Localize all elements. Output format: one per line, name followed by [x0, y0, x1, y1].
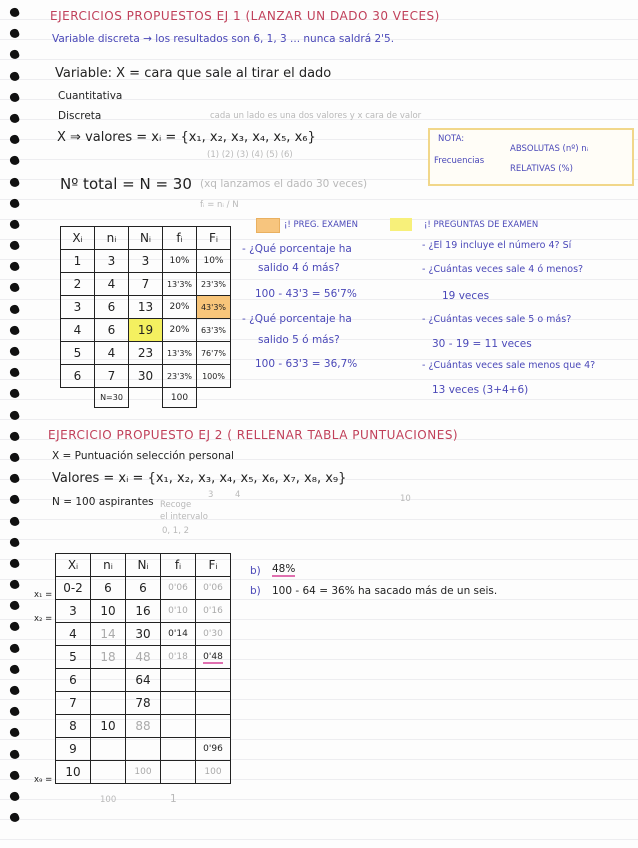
- orange-highlight-swatch: [256, 218, 280, 233]
- header-fi: fᵢ: [161, 554, 196, 577]
- exam-question: - ¿Cuántas veces sale 4 ó menos?: [422, 264, 584, 275]
- faint-note: el intervalo: [160, 512, 208, 522]
- yellow-highlight-swatch: [390, 218, 412, 231]
- faint-note: 0, 1, 2: [162, 526, 190, 536]
- table-row: 3 10 16 0'10 0'16: [56, 600, 231, 623]
- table-row: 3 6 13 20% 43'3%: [61, 296, 231, 319]
- header-xi: Xᵢ: [61, 227, 95, 250]
- footer-total-f: 1: [170, 793, 177, 805]
- exam-question: - ¿Qué porcentaje ha: [242, 313, 352, 325]
- note-frequencies: Frecuencias: [434, 156, 485, 166]
- header-Fi: Fᵢ: [197, 227, 231, 250]
- frequency-table-2: [55, 553, 231, 784]
- table-row: 5 18 48 0'18 0'48: [56, 646, 231, 669]
- exam-answer: 100 - 63'3 = 36,7%: [255, 358, 358, 370]
- variable-definition: Variable: X = cara que sale al tirar el dado: [55, 66, 332, 81]
- exam-questions-heading-1: ¡! PREG. EXAMEN: [284, 220, 358, 230]
- footer-total-n: 100: [100, 795, 117, 805]
- table-row: 7 78: [56, 692, 231, 715]
- note-absolute: ABSOLUTAS (nº) nᵢ: [510, 144, 589, 154]
- note-box: [428, 128, 634, 186]
- exam-question: salido 5 ó más?: [258, 334, 340, 346]
- exam-answer: 13 veces (3+4+6): [432, 384, 529, 396]
- row-label: x₉ =: [34, 775, 53, 785]
- values-subscript: 10: [400, 494, 411, 504]
- answer-a-label: b): [250, 565, 261, 577]
- values-subscripts: (1) (2) (3) (4) (5) (6): [207, 150, 293, 160]
- exam-question: - ¿Qué porcentaje ha: [242, 243, 352, 255]
- header-Ni: Nᵢ: [126, 554, 161, 577]
- header-xi: Xᵢ: [56, 554, 91, 577]
- note-label: NOTA:: [438, 134, 465, 144]
- values-set: X ⇒ valores = xᵢ = {x₁, x₂, x₃, x₄, x₅, x₆}: [57, 130, 316, 145]
- values-subscript: 3: [208, 490, 214, 500]
- table-row: 0-2 6 6 0'06 0'06: [56, 577, 231, 600]
- total-count: Nº total = N = 30: [60, 175, 192, 193]
- exercise1-title: EJERCICIOS PROPUESTOS EJ 1 (LANZAR UN DADO 30 VECES): [50, 9, 440, 23]
- variable-definition-2: X = Puntuación selección personal: [52, 450, 234, 462]
- table-row: 9 0'96: [56, 738, 231, 761]
- header-fi: fᵢ: [163, 227, 197, 250]
- relative-frequency-formula: fᵢ = nᵢ / N: [200, 200, 239, 210]
- header-Fi: Fᵢ: [196, 554, 231, 577]
- note-relative: RELATIVAS (%): [510, 164, 573, 174]
- highlighted-cell: 19: [129, 319, 163, 342]
- exam-answer: 30 - 19 = 11 veces: [432, 338, 532, 350]
- exam-question: - ¿Cuántas veces sale 5 o más?: [422, 314, 572, 325]
- exercise1-subtitle: Variable discreta → los resultados son 6, 1, 3 ... nunca saldrá 2'5.: [52, 33, 395, 45]
- answer-b-value: 100 - 64 = 36% ha sacado más de un seis.: [272, 585, 498, 597]
- footer-total-f: 100: [163, 388, 197, 408]
- faint-note: Recoge: [160, 500, 192, 510]
- faint-note: cada un lado es una dos valores y x cara de valor: [210, 111, 422, 121]
- exercise2-title: EJERCICIO PROPUESTO EJ 2 ( RELLENAR TABLA PUNTUACIONES): [48, 428, 459, 442]
- exam-questions-heading-2: ¡! PREGUNTAS DE EXAMEN: [424, 220, 539, 230]
- underlined-answer: 0'48: [203, 652, 223, 662]
- values-set-2: Valores = xᵢ = {x₁, x₂, x₃, x₄, x₅, x₆, x₇, x₈, x₉}: [52, 471, 347, 486]
- variable-type-discrete: Discreta: [58, 110, 102, 122]
- total-note: (xq lanzamos el dado 30 veces): [200, 178, 368, 190]
- footer-total-n: N=30: [95, 388, 129, 408]
- row-label: x₂ =: [34, 614, 53, 624]
- row-label: x₁ =: [34, 590, 53, 600]
- exam-answer: 19 veces: [442, 290, 490, 302]
- table-row: 1 3 3 10% 10%: [61, 250, 231, 273]
- variable-type-quantitative: Cuantitativa: [58, 90, 123, 102]
- table-row: 8 10 88: [56, 715, 231, 738]
- table-row: 4 6 19 20% 63'3%: [61, 319, 231, 342]
- header-Ni: Nᵢ: [129, 227, 163, 250]
- header-ni: nᵢ: [95, 227, 129, 250]
- n-aspirants: N = 100 aspirantes: [52, 496, 154, 508]
- table-row: 6 7 30 23'3% 100%: [61, 365, 231, 388]
- table-row: 4 14 30 0'14 0'30: [56, 623, 231, 646]
- answer-b-label: b): [250, 585, 261, 597]
- table-row: 10 100 100: [56, 761, 231, 784]
- highlighted-cell: 43'3%: [197, 296, 231, 319]
- table-row: 5 4 23 13'3% 76'7%: [61, 342, 231, 365]
- header-ni: nᵢ: [91, 554, 126, 577]
- frequency-table-1: [60, 226, 231, 408]
- exam-question: - ¿El 19 incluye el número 4? Sí: [422, 240, 572, 251]
- exam-question: salido 4 ó más?: [258, 262, 340, 274]
- spiral-binding: [6, 8, 24, 848]
- exam-question: - ¿Cuántas veces sale menos que 4?: [422, 360, 596, 371]
- answer-a-value: 48%: [272, 563, 296, 575]
- table-row: 6 64: [56, 669, 231, 692]
- values-subscript: 4: [235, 490, 241, 500]
- table-row: 2 4 7 13'3% 23'3%: [61, 273, 231, 296]
- exam-answer: 100 - 43'3 = 56'7%: [255, 288, 357, 300]
